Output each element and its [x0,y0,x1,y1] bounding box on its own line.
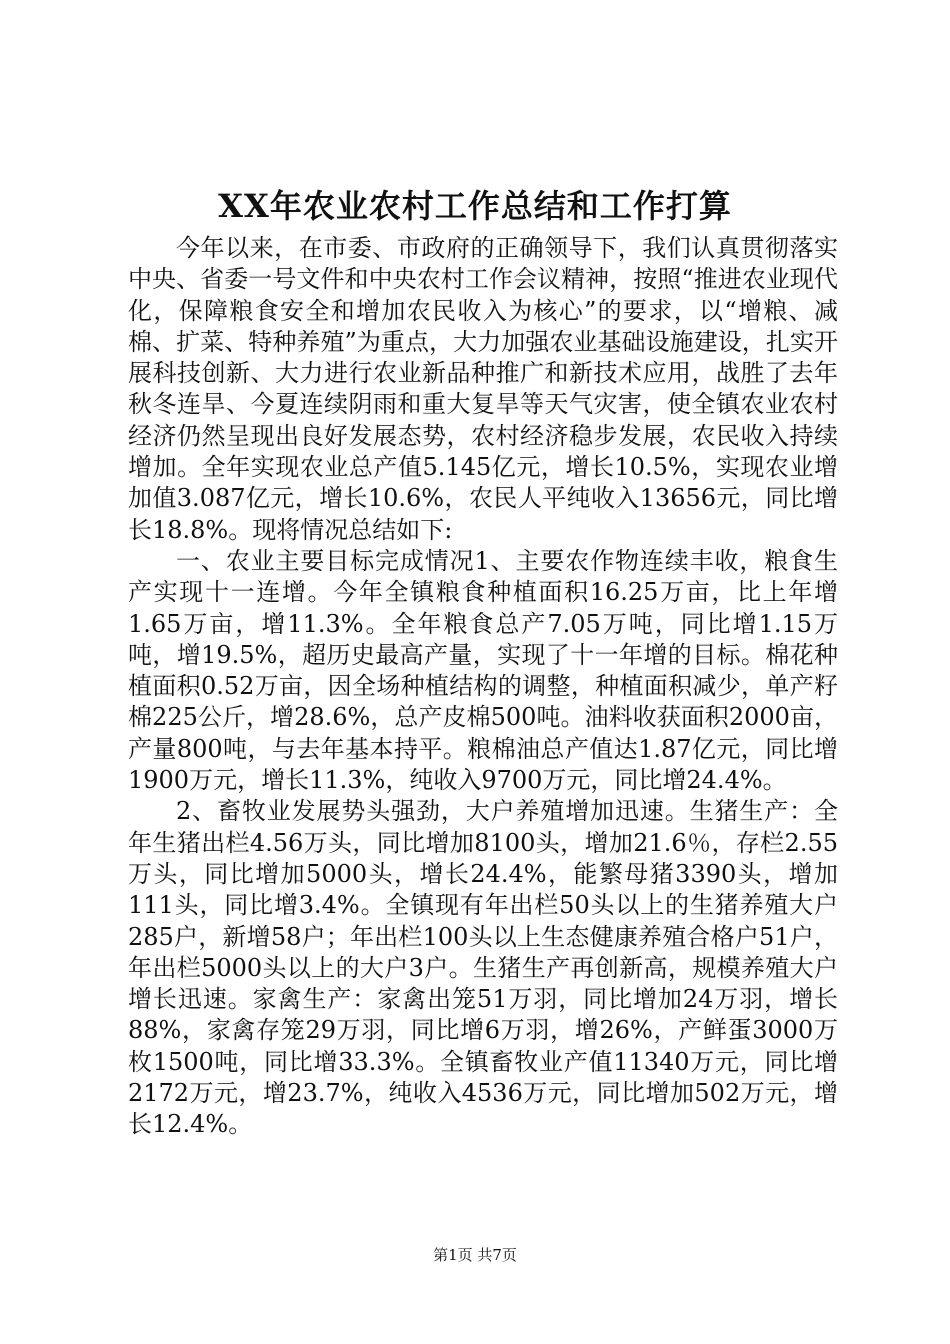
page-number-footer: 第1页 共7页 [433,1246,517,1264]
paragraph-section-1: 一、农业主要目标完成情况1、主要农作物连续丰收，粮食生产实现十一连增。今年全镇粮食种植面积16.25万亩，比上年增1.65万亩，增11.3%。全年粮食总产7.05万吨，同比增1.15万吨，增19.5%，超历史最高产量，实现了十一年增的目标。棉花种植面积0.52万亩，因全场种植结构的调整，种植面积减少，单产籽棉225公斤，增28.6%，总产皮棉500吨。油料收获面积2000亩，产量800吨，与去年基本持平。粮棉油总产值达1.87亿元，同比增1900万元，增长11.3%，纯收入9700万元，同比增24.4%。 [128,546,838,795]
document-body [128,233,838,1141]
document-title: XX年农业农村工作总结和工作打算 [218,187,732,225]
paragraph-intro: 今年以来，在市委、市政府的正确领导下，我们认真贯彻落实中央、省委一号文件和中央农村工作会议精神，按照“推进农业现代化，保障粮食安全和增加农民收入为核心”的要求，以“增粮、减棉、扩菜、特种养殖”为重点，大力加强农业基础设施建设，扎实开展科技创新、大力进行农业新品种推广和新技术应用，战胜了去年秋冬连旱、今夏连续阴雨和重大复旱等天气灾害，使全镇农业农村经济仍然呈现出良好发展态势，农村经济稳步发展，农民收入持续增加。全年实现农业总产值5.145亿元，增长10.5%，实现农业增加值3.087亿元，增长10.6%，农民人平纯收入13656元，同比增长18.8%。现将情况总结如下: [128,234,838,544]
paragraph-section-2: 2、畜牧业发展势头强劲，大户养殖增加迅速。生猪生产：全年生猪出栏4.56万头，同比增加8100头，增加21.6％，存栏2.55万头，同比增加5000头，增长24.4%，能繁母猪3390头，增加111头，同比增3.4%。全镇现有年出栏50头以上的生猪养殖大户285户，新增58户；年出栏100头以上生态健康养殖合格户51户，年出栏5000头以上的大户3户。生猪生产再创新高，规模养殖大户增长迅速。家禽生产：家禽出笼51万羽，同比增加24万羽，增长88%，家禽存笼29万羽，同比增6万羽，增26%，产鲜蛋3000万枚1500吨，同比增33.3%。全镇畜牧业产值11340万元，同比增2172万元，增23.7%，纯收入4536万元，同比增加502万元，增长12.4%。 [128,797,838,1139]
